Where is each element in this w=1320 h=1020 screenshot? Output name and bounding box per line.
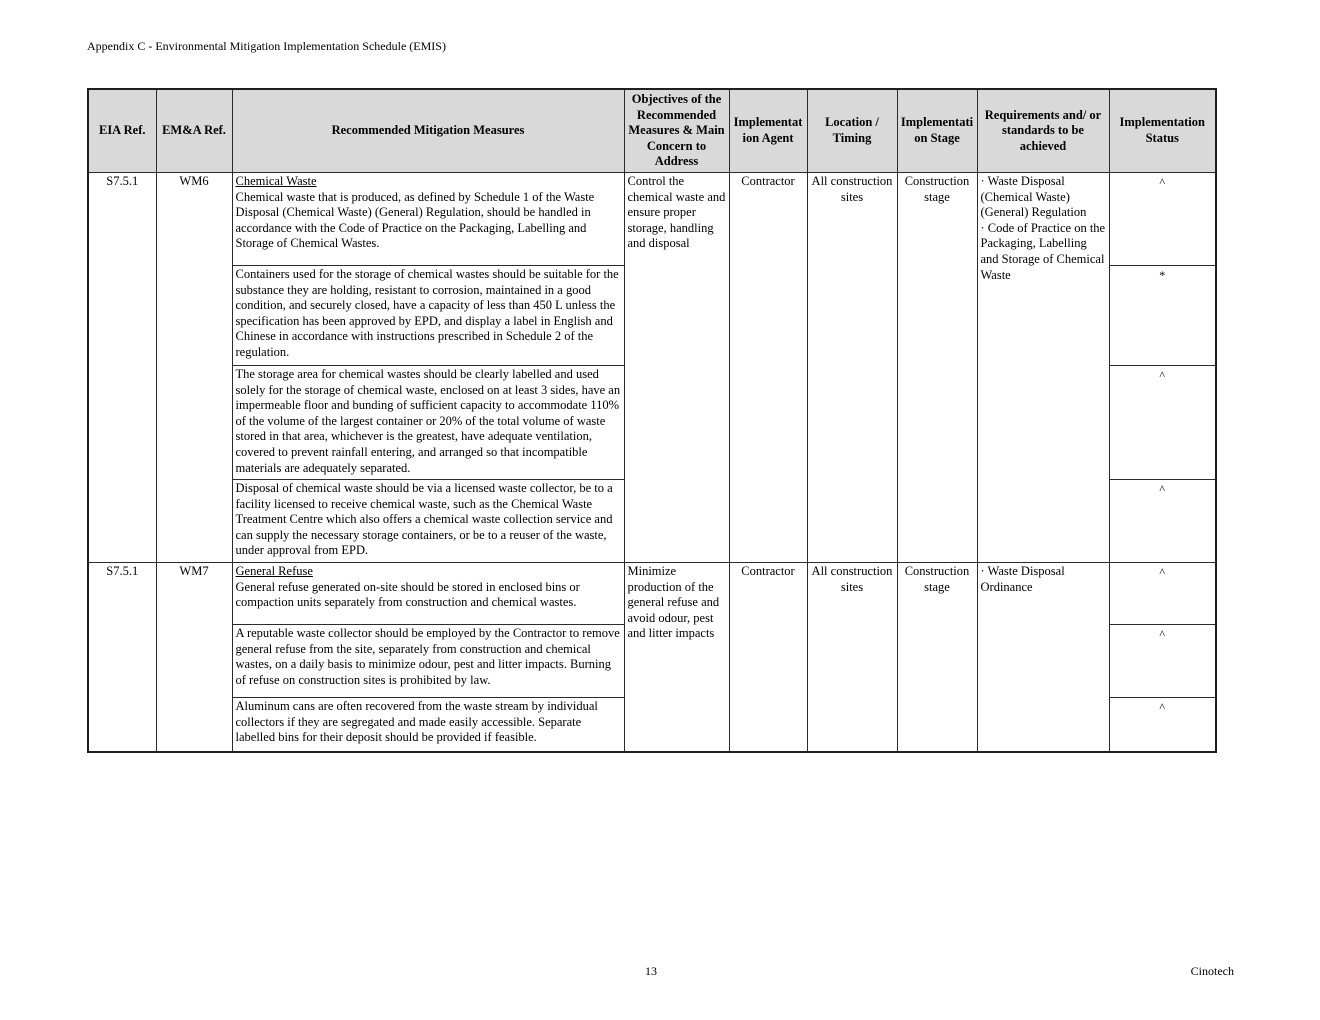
cell-requirements xyxy=(977,172,1109,562)
table-row xyxy=(88,562,1216,624)
measure-title: General Refuse xyxy=(235,563,313,578)
cell-measure xyxy=(232,172,624,265)
cell-status: ^ xyxy=(1109,479,1216,562)
cell-status: ^ xyxy=(1109,172,1216,265)
cell-requirements xyxy=(977,562,1109,752)
col-header-status: Implementation Status xyxy=(1109,89,1216,172)
col-header-ema-ref: EM&A Ref. xyxy=(156,89,232,172)
cell-agent: Contractor xyxy=(729,172,807,562)
cell-status: ^ xyxy=(1109,562,1216,624)
page-number: 13 xyxy=(645,964,657,978)
emis-table xyxy=(87,88,1217,753)
cell-objectives: Control the chemical waste and ensure proper storage, handling and disposal xyxy=(624,172,729,562)
table-header-row xyxy=(88,89,1216,172)
cell-location: All construction sites xyxy=(807,562,897,752)
measure-text: General refuse generated on-site should be stored in enclosed bins or compaction units separately from construction and chemical wastes. xyxy=(235,579,580,610)
cell-location: All construction sites xyxy=(807,172,897,562)
requirement-item: · Waste Disposal Ordinance xyxy=(980,563,1065,594)
cell-eia-ref: S7.5.1 xyxy=(88,562,156,752)
cell-status: ^ xyxy=(1109,624,1216,697)
cell-measure: The storage area for chemical wastes should be clearly labelled and used solely for the storage of chemical waste, enclosed on at least 3 sides, have an impermeable floor and bunding of sufficient capacity to accommodate 110% of the volume of the largest container or 20% of the total volume of waste stored in that area, whichever is the greatest, have adequate ventilation, covered to prevent rainfall entering, and arranged so that incompatible materials are adequately separated. xyxy=(232,365,624,479)
cell-measure: Containers used for the storage of chemical wastes should be suitable for the substance they are holding, resistant to corrosion, maintained in a good condition, and securely closed, have a capacity of less than 450 L unless the specification has been approved by EPD, and display a label in English and Chinese in accordance with instructions prescribed in Schedule 2 of the regulation. xyxy=(232,265,624,365)
cell-stage: Construction stage xyxy=(897,562,977,752)
col-header-agent: Implementation Agent xyxy=(729,89,807,172)
cell-measure: A reputable waste collector should be employed by the Contractor to remove general refuse from the site, separately from construction and chemical wastes, on a daily basis to minimize odour, pest and litter impacts. Burning of refuse on construction sites is prohibited by law. xyxy=(232,624,624,697)
table-row xyxy=(88,172,1216,265)
cell-objectives: Minimize production of the general refuse and avoid odour, pest and litter impacts xyxy=(624,562,729,752)
col-header-requirements: Requirements and/ or standards to be achieved xyxy=(977,89,1109,172)
cell-measure xyxy=(232,562,624,624)
cell-stage: Construction stage xyxy=(897,172,977,562)
col-header-eia-ref: EIA Ref. xyxy=(88,89,156,172)
cell-status: ^ xyxy=(1109,365,1216,479)
document-title: Appendix C - Environmental Mitigation Implementation Schedule (EMIS) xyxy=(87,39,446,53)
requirement-item: · Waste Disposal (Chemical Waste) (General) Regulation xyxy=(980,173,1087,220)
cell-eia-ref: S7.5.1 xyxy=(88,172,156,562)
measure-title: Chemical Waste xyxy=(235,173,317,188)
col-header-objectives: Objectives of the Recommended Measures & Main Concern to Address xyxy=(624,89,729,172)
cell-measure: Aluminum cans are often recovered from the waste stream by individual collectors if they are segregated and made easily accessible. Separate labelled bins for their deposit should be provided if feasible. xyxy=(232,697,624,752)
measure-text: Chemical waste that is produced, as defined by Schedule 1 of the Waste Disposal (Chemical Waste) (General) Regulation, should be handled in accordance with the Code of Practice on the Packaging, Labelling and Storage of Chemical Wastes. xyxy=(235,189,595,251)
cell-ema-ref: WM6 xyxy=(156,172,232,562)
cell-status: ^ xyxy=(1109,697,1216,752)
requirement-item: · Code of Practice on the Packaging, Labelling and Storage of Chemical Waste xyxy=(980,220,1106,282)
cell-measure: Disposal of chemical waste should be via a licensed waste collector, be to a facility licensed to receive chemical waste, such as the Chemical Waste Treatment Centre which also offers a chemical waste collection service and can supply the necessary storage containers, or be to a reuser of the waste, under approval from EPD. xyxy=(232,479,624,562)
cell-agent: Contractor xyxy=(729,562,807,752)
footer-company-name: Cinotech xyxy=(1190,964,1234,978)
cell-status: * xyxy=(1109,265,1216,365)
col-header-stage: Implementation Stage xyxy=(897,89,977,172)
col-header-location: Location / Timing xyxy=(807,89,897,172)
cell-ema-ref: WM7 xyxy=(156,562,232,752)
col-header-measures: Recommended Mitigation Measures xyxy=(232,89,624,172)
